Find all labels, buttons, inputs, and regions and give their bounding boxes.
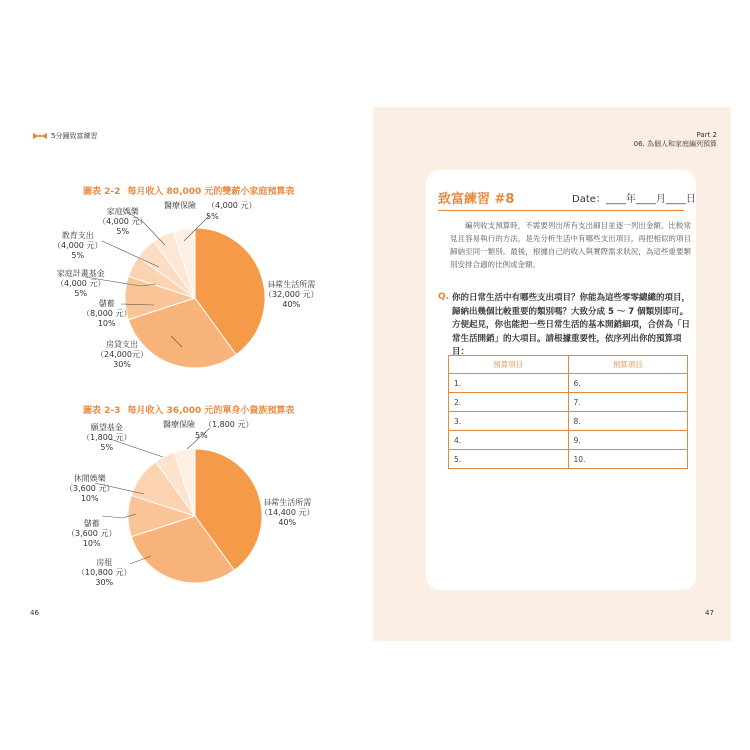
budget-cell[interactable]: 5. xyxy=(449,450,569,469)
budget-cell[interactable]: 8. xyxy=(568,412,688,431)
label-slice-daily-living-1: 日常生活所需 （32,000 元） 40% xyxy=(264,280,319,309)
label-slice-family-entertainment: 家庭娛樂 （4,000 元） 5% xyxy=(98,207,148,236)
chapter-header xyxy=(634,131,717,149)
chart-number: 圖表 2-2 xyxy=(83,187,121,197)
pie-chart-2-3 xyxy=(20,107,372,641)
left-page xyxy=(20,107,372,641)
chart-title-text: 每月收入 36,000 元的單身小資族預算表 xyxy=(127,406,295,416)
label-slice-education: 教育支出 （4,000 元） 5% xyxy=(53,231,103,260)
table-row xyxy=(449,431,688,450)
label-slice-medical-percent-1: 5% xyxy=(206,212,219,221)
book-header-text: 5分鐘致富練習 xyxy=(51,132,98,140)
chart-title-text: 每月收入 80,000 元的雙薪小家庭預算表 xyxy=(127,187,295,197)
question-mark: Q. xyxy=(438,292,450,302)
part-label: Part 2 xyxy=(696,131,717,139)
table-row xyxy=(449,393,688,412)
label-slice-savings-1: 儲蓄 （8,000 元） 10% xyxy=(82,299,132,328)
budget-cell[interactable]: 10. xyxy=(568,450,688,469)
column-header: 預算項目 xyxy=(449,356,569,374)
label-slice-mortgage: 房貸支出 （24,000元） 30% xyxy=(96,340,148,369)
table-row xyxy=(449,374,688,393)
right-page xyxy=(373,107,731,641)
budget-table xyxy=(448,355,688,469)
label-slice-medical-percent-2: 5% xyxy=(195,431,208,440)
label-slice-savings-2: 儲蓄 （3,600 元） 10% xyxy=(67,519,117,548)
budget-cell[interactable]: 4. xyxy=(449,431,569,450)
budget-cell[interactable]: 3. xyxy=(449,412,569,431)
chapter-label: 06. 為個人和家庭編列預算 xyxy=(633,140,717,148)
column-header: 預算項目 xyxy=(568,356,688,374)
exercise-intro: 編列收支預算時，不需要列出所有支出細目並逐一列出金額。比較常見且容易執行的方法，是先分析生活中有哪些支出項目，再把相似的項目歸納至同一類別。最後，根據自己的收入與實際需求狀況，為這些重要類別安排合適的比例或金額。 xyxy=(450,221,691,269)
date-field[interactable]: Date：____年____月____日 xyxy=(572,194,696,205)
budget-cell[interactable]: 2. xyxy=(449,393,569,412)
page-number-right: 47 xyxy=(705,609,714,617)
label-slice-medical-amount-2: （1,800 元） xyxy=(204,420,254,429)
label-slice-rent: 房租 （10,800 元） 30% xyxy=(77,558,132,587)
budget-cell[interactable]: 1. xyxy=(449,374,569,393)
page-number-left: 46 xyxy=(30,609,39,617)
label-slice-medical-insurance-1: 醫療保險 xyxy=(164,201,196,210)
budget-cell[interactable]: 9. xyxy=(568,431,688,450)
title-divider xyxy=(438,210,684,211)
label-slice-medical-amount-1: （4,000 元） xyxy=(207,201,257,210)
label-slice-family-plan: 家庭計畫基金 （4,000 元） 5% xyxy=(56,269,106,298)
table-row xyxy=(449,450,688,469)
budget-cell[interactable]: 6. xyxy=(568,374,688,393)
label-slice-leisure: 休閒娛樂 （3,600 元） 10% xyxy=(65,474,115,503)
exercise-title: 致富練習 #8 xyxy=(438,192,515,207)
label-slice-wish-fund: 願望基金 （1,800 元） 5% xyxy=(82,423,132,452)
label-slice-daily-living-2: 日常生活所需 （14,400 元） 40% xyxy=(260,498,315,527)
chart-number: 圖表 2-3 xyxy=(83,406,121,416)
question-text: 你的日常生活中有哪些支出項目？你能為這些零零總總的項目，歸納出幾個比較重要的類別嗎？大致分成 5 ～ 7 個類別即可。方便起見，你也能把一些日常生活的基本開銷細項，合併為「日常生活開銷」的大項目。請根據重要性，依序列出你的預算項目： xyxy=(452,293,691,357)
exercise-card xyxy=(426,170,696,590)
label-slice-medical-insurance-2: 醫療保險 xyxy=(163,420,195,429)
budget-cell[interactable]: 7. xyxy=(568,393,688,412)
table-row xyxy=(449,412,688,431)
